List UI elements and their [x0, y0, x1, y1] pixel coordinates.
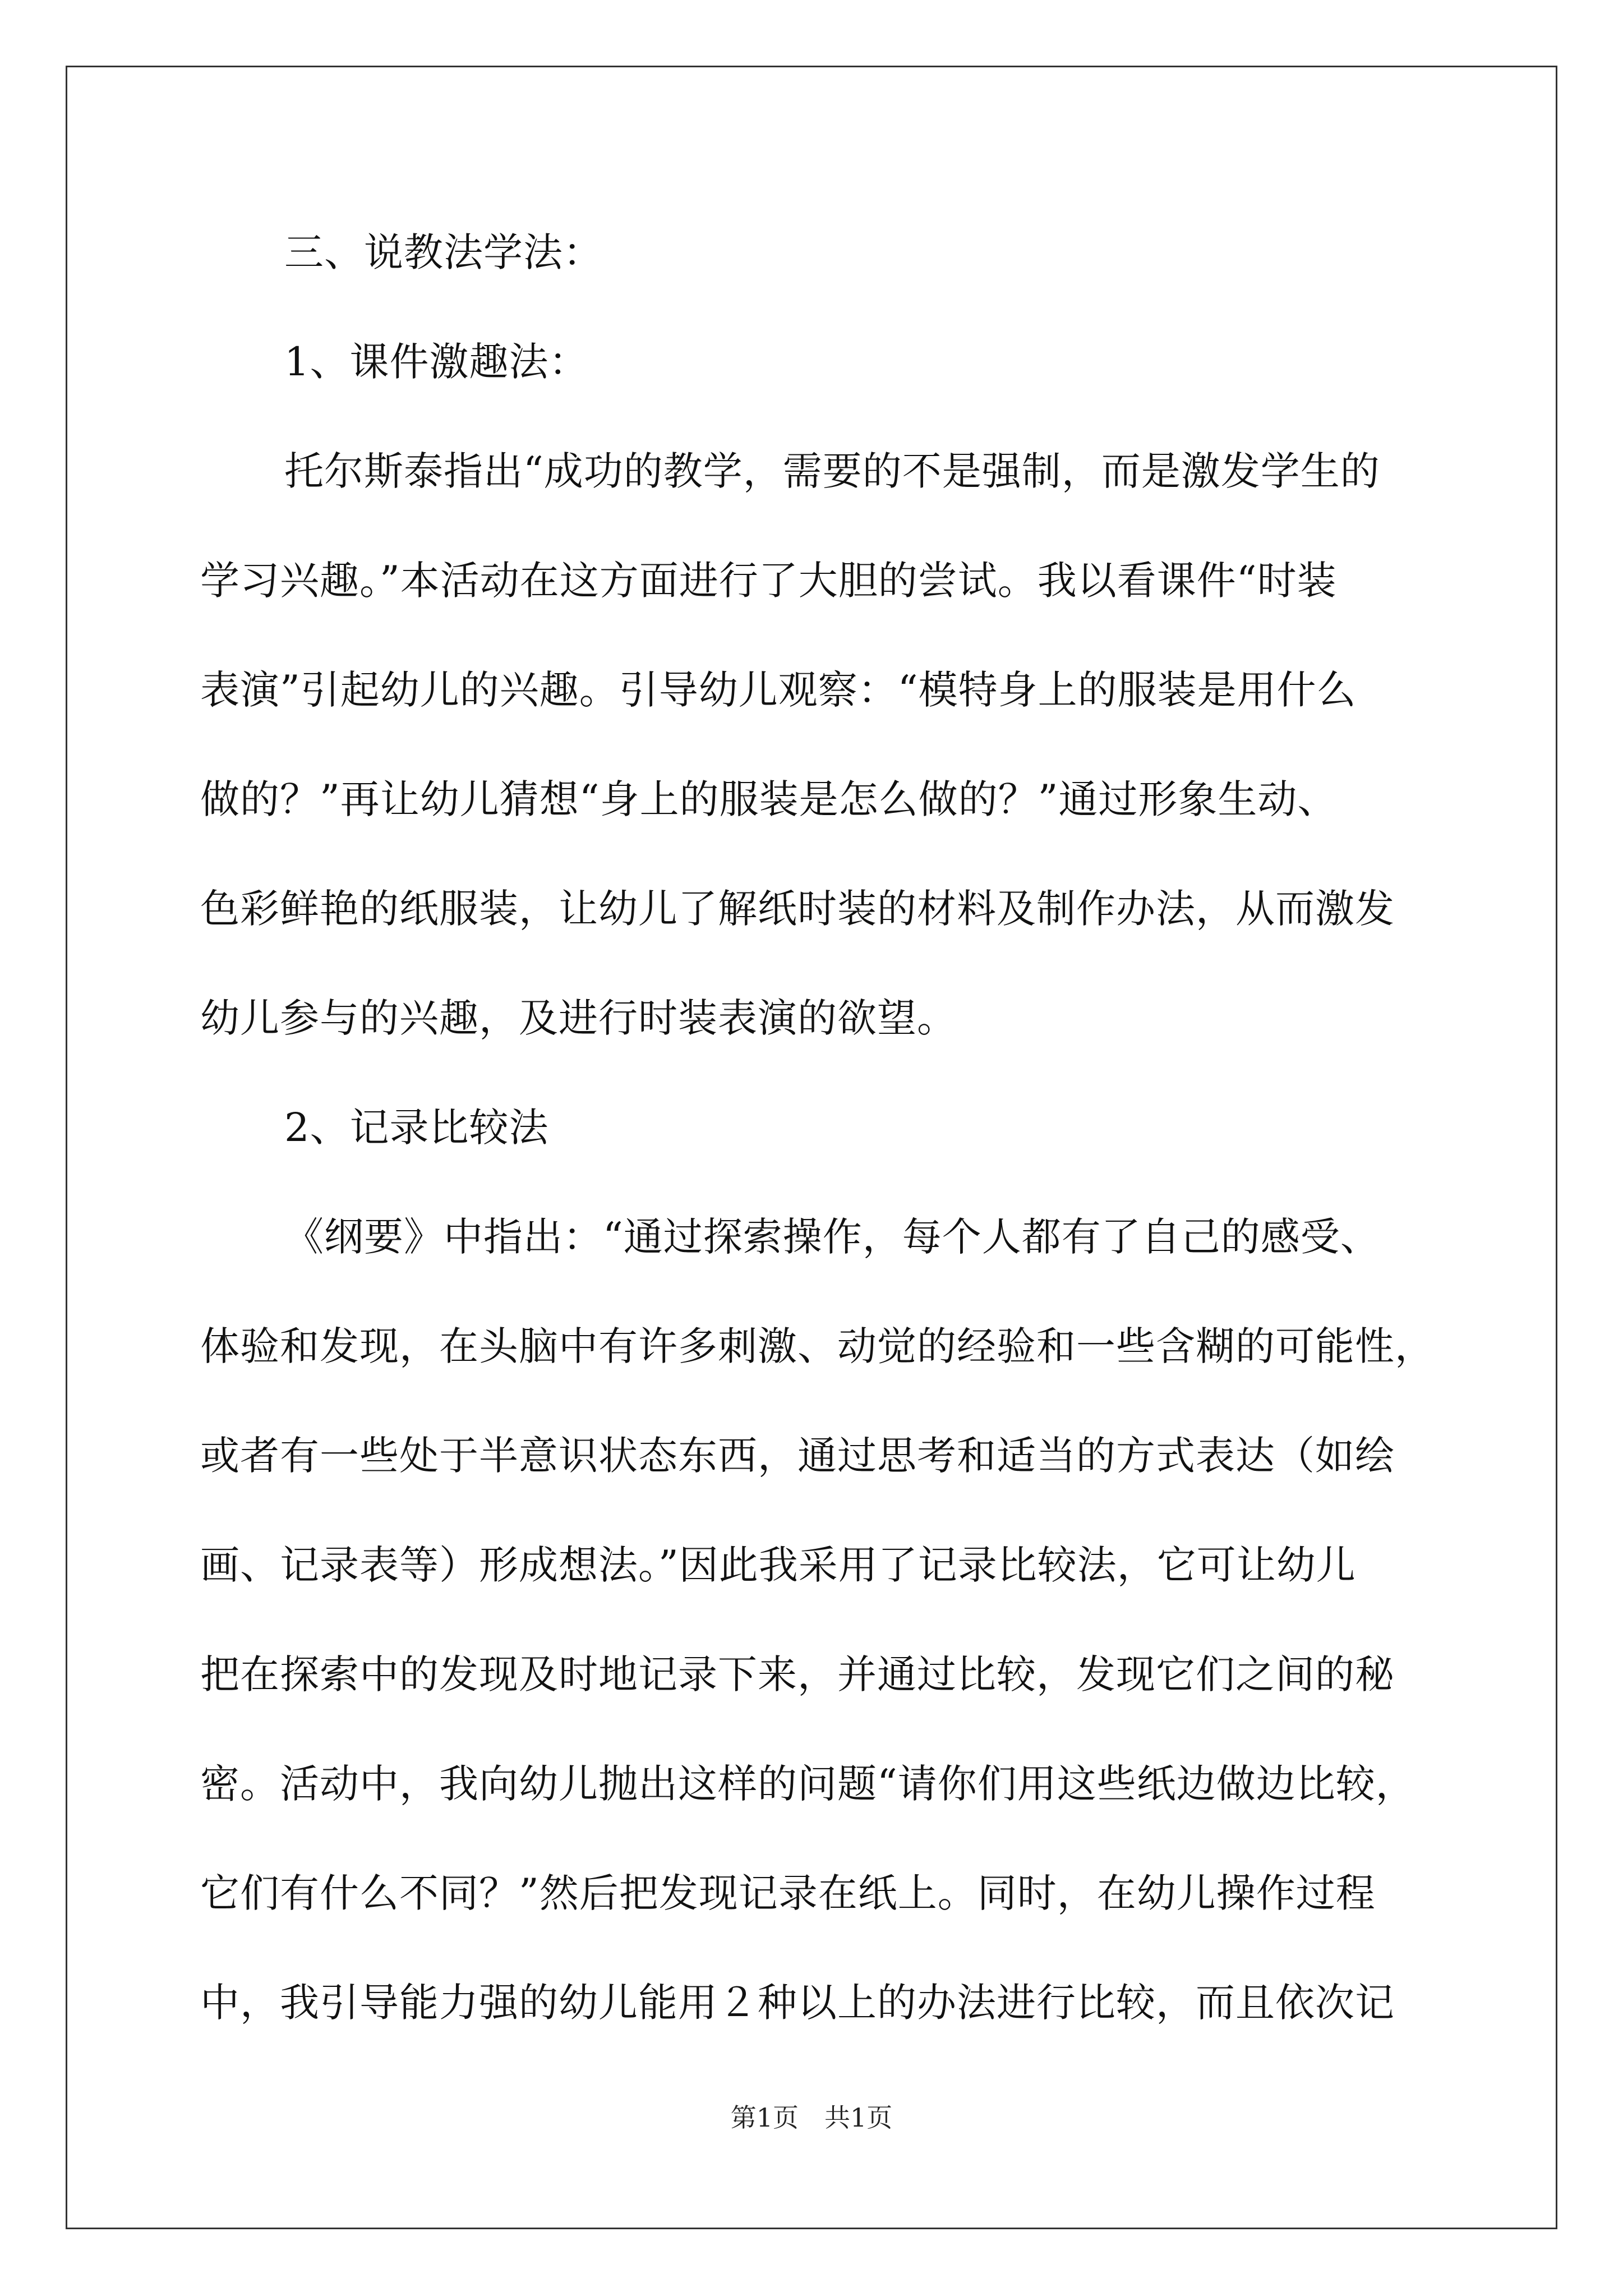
subsection-heading: 2、记录比较法: [284, 1105, 549, 1151]
paragraph-line: 体验和发现，在头脑中有许多刺激、动觉的经验和一些含糊的可能性，: [200, 1323, 1435, 1369]
paragraph-line: 或者有一些处于半意识状态东西，通过思考和适当的方式表达（如绘: [200, 1433, 1395, 1479]
paragraph-line: 《纲要》中指出：“通过探索操作，每个人都有了自己的感受、: [284, 1214, 1380, 1260]
section-heading: 三、说教法学法：: [284, 229, 603, 275]
paragraph-line: 色彩鲜艳的纸服装，让幼儿了解纸时装的材料及制作办法，从而激发: [200, 886, 1395, 932]
paragraph-line: 托尔斯泰指出“成功的教学，需要的不是强制，而是激发学生的: [284, 448, 1380, 494]
paragraph-line: 密。活动中，我向幼儿抛出这样的问题“请你们用这些纸边做边比较，: [200, 1761, 1415, 1807]
paragraph-line: 把在探索中的发现及时地记录下来，并通过比较，发现它们之间的秘: [200, 1651, 1395, 1697]
paragraph-line: 学习兴趣。”本活动在这方面进行了大胆的尝试。我以看课件“时装: [200, 558, 1337, 604]
paragraph-line: 画、记录表等）形成想法。”因此我采用了记录比较法，它可让幼儿: [200, 1542, 1356, 1588]
paragraph-line: 表演”引起幼儿的兴趣。引导幼儿观察：“模特身上的服装是用什么: [200, 667, 1357, 713]
paragraph-line: 中，我引导能力强的幼儿能用２种以上的办法进行比较，而且依次记: [200, 1980, 1395, 2026]
subsection-heading: 1、课件激趣法：: [284, 339, 589, 385]
paragraph-line: 它们有什么不同？”然后把发现记录在纸上。同时，在幼儿操作过程: [200, 1870, 1376, 1916]
page-number-footer: 第1页 共1页: [730, 2102, 893, 2133]
paragraph-line: 做的？”再让幼儿猜想“身上的服装是怎么做的？”通过形象生动、: [200, 776, 1338, 822]
paragraph-line: 幼儿参与的兴趣，及进行时装表演的欲望。: [200, 995, 957, 1041]
